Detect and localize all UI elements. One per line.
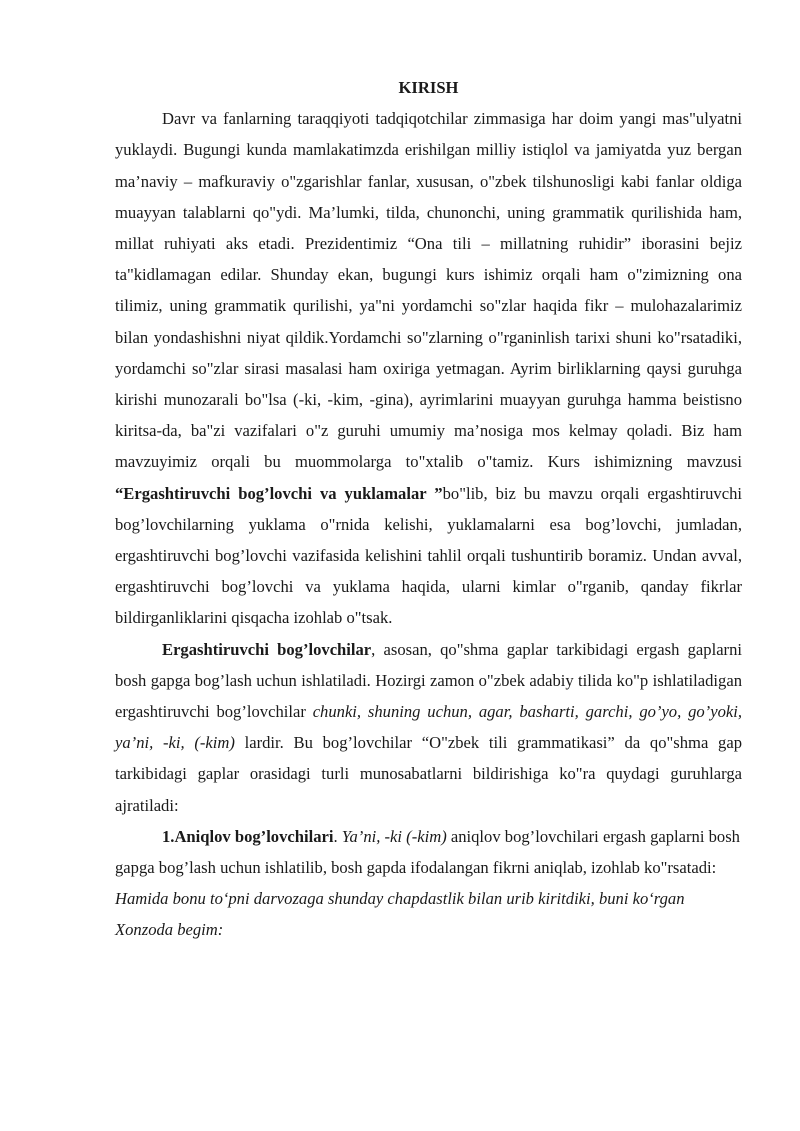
- intro-paragraph: [115, 103, 742, 633]
- page-title: KIRISH: [398, 78, 459, 97]
- conjunctions-italic: Ya’ni, -ki (-kim): [341, 826, 447, 846]
- paragraph-text: aniqlov bog’lovchilari ergash gaplarni bosh gapga bog’lash uchun ishlatilib, bosh gapda ifodalangan fikrni aniqlab, izohlab ko"rsatadi:: [115, 826, 740, 878]
- examples-italic: chunki, shuning uchun, agar, basharti, garchi, go’yo, go’yoki, ya’ni, -ki, (-kim): [115, 702, 742, 753]
- paragraph-text: bo"lib, biz bu mavzu orqali ergashtiruvchi bog’lovchilarning yuklama o"rnida kelishi, yuklamalarni esa bog’lovchi, jumladan, ergashtiruvchi bog’lovchi vazifasida kelishini tahlil orqali tushuntirib boramiz. Undan avval, ergashtiruvchi bog’lovchi va yuklama haqida, ularni kimlar o"rganib, qanday fikrlar bildirganliklarini qisqacha izohlab o"tsak.: [115, 483, 742, 628]
- paragraph-text: .: [333, 826, 342, 846]
- paragraph-text: , asosan, qo"shma gaplar tarkibidagi ergash gaplarni bosh gapga bog’lash uchun ishlatiladi. Hozirgi zamon o"zbek adabiy tilida ko"p ishlatiladigan ergashtiruvchi bog’lovchilar: [115, 639, 742, 722]
- paragraph-text: lardir. Bu bog’lovchilar “O"zbek tili grammatikasi” da qo"shma gap tarkibidagi gaplar orasidagi turli munosabatlarni bildirishiga ko"ra quydagi guruhlarga ajratiladi:: [115, 733, 742, 815]
- section-heading-bold: 1.Aniqlov bog’lovchilari: [162, 826, 334, 846]
- topic-title-bold: “Ergashtiruvchi bog’lovchi va yuklamalar ”: [115, 483, 443, 503]
- section-paragraph: [115, 821, 742, 946]
- paragraph-text: Davr va fanlarning taraqqiyoti tadqiqotchilar zimmasiga har doim yangi mas"ulyatni yuklaydi. Bugungi kunda mamlakatimzda erishilgan milliy istiqlol va jamiyatda yuz bergan ma’naviy – mafkuraviy o"zgarishlar fanlar, xususan, o"zbek tilshunosligi kabi fanlar oldiga muayyan talablarni qo"ydi. Ma’lumki, tilda, chunonchi, uning grammatik qurilishida ham, millat ruhiyati aks etadi. Prezidentimiz “Ona tili – millatning ruhidir” iborasini bejiz ta"kidlamagan edilar. Shunday ekan, bugungi kurs ishimiz orqali ham o"zimizning ona tilimiz, uning grammatik qurilishi, ya"ni yordamchi so"zlar haqida fikr – mulohazalarimiz bilan yondashishni niyat qildik.Yordamchi so"zlarning o"rganinlish tarixi shuni ko"rsatadiki, yordamchi so"zlar sirasi masalasi ham oxiriga yetmagan. Ayrim birliklarning qaysi guruhga kirishi munozarali bo"lsa (-ki, -kim, -gina), ayrimlarini muayyan guruhga hamma beistisno kiritsa-da, ba"zi vazifalari o"z guruhi umumiy ma’nosiga mos kelmay qoladi. Biz ham mavzuyimiz orqali bu muommolarga to"xtalib o"tamiz. Kurs ishimizning mavzusi: [115, 109, 742, 472]
- example-sentence-italic: Hamida bonu to‘pni darvozaga shunday chapdastlik bilan urib kiritdiki, buni ko‘rgan Xonzoda begim:: [115, 889, 685, 940]
- definition-paragraph: [115, 634, 742, 821]
- document-page: [115, 72, 742, 946]
- term-bold: Ergashtiruvchi bog’lovchilar: [162, 639, 372, 659]
